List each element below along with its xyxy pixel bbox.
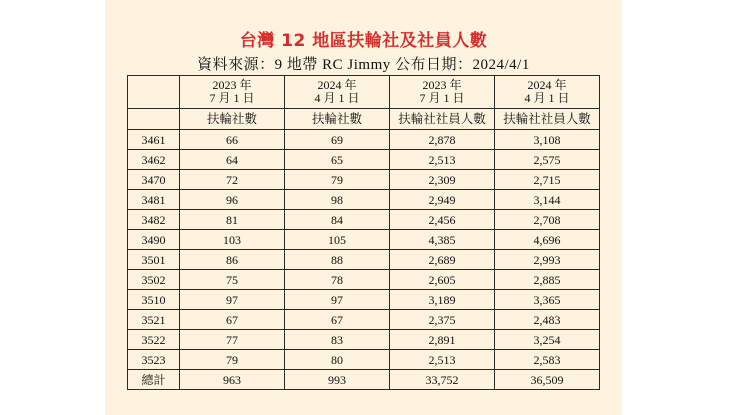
members-2024-cell: 3,144 xyxy=(495,190,600,210)
district-code: 3523 xyxy=(128,350,180,370)
members-2024-cell: 3,254 xyxy=(495,330,600,350)
members-2023-cell: 2,949 xyxy=(390,190,495,210)
date-header-day: 7 月 1 日 xyxy=(209,91,255,105)
date-header-day: 4 月 1 日 xyxy=(524,91,570,105)
total-members-2023: 33,752 xyxy=(390,370,495,390)
date-header-year: 2024 年 xyxy=(527,78,567,92)
date-header-cell xyxy=(390,76,495,109)
members-2024-cell: 4,696 xyxy=(495,230,600,250)
table-row xyxy=(128,270,600,290)
members-2024-cell: 2,483 xyxy=(495,310,600,330)
table-row xyxy=(128,290,600,310)
district-code: 3501 xyxy=(128,250,180,270)
members-2024-cell: 2,575 xyxy=(495,150,600,170)
date-header-year: 2023 年 xyxy=(212,78,252,92)
clubs-2023-cell: 72 xyxy=(180,170,285,190)
clubs-2023-cell: 97 xyxy=(180,290,285,310)
members-2023-cell: 2,689 xyxy=(390,250,495,270)
clubs-2024-cell: 98 xyxy=(285,190,390,210)
column-label: 扶輪社社員人數 xyxy=(390,109,495,130)
corner-cell xyxy=(128,76,180,109)
members-2023-cell: 2,375 xyxy=(390,310,495,330)
clubs-2024-cell: 78 xyxy=(285,270,390,290)
table-row xyxy=(128,330,600,350)
source-line: 資料來源：9 地帶 RC Jimmy 公布日期：2024/4/1 xyxy=(197,57,530,73)
district-code: 3522 xyxy=(128,330,180,350)
column-label: 扶輪社數 xyxy=(180,109,285,130)
date-header-cell xyxy=(495,76,600,109)
clubs-2023-cell: 79 xyxy=(180,350,285,370)
district-code: 3461 xyxy=(128,130,180,150)
district-code: 3521 xyxy=(128,310,180,330)
members-2024-cell: 2,708 xyxy=(495,210,600,230)
clubs-2024-cell: 83 xyxy=(285,330,390,350)
document-title: 台灣 12 地區扶輪社及社員人數 xyxy=(239,31,488,51)
total-members-2024: 36,509 xyxy=(495,370,600,390)
members-2023-cell: 2,456 xyxy=(390,210,495,230)
members-2023-cell: 2,309 xyxy=(390,170,495,190)
clubs-2023-cell: 103 xyxy=(180,230,285,250)
district-code: 3470 xyxy=(128,170,180,190)
clubs-2024-cell: 69 xyxy=(285,130,390,150)
members-2023-cell: 3,189 xyxy=(390,290,495,310)
members-2023-cell: 2,513 xyxy=(390,150,495,170)
table-row xyxy=(128,310,600,330)
clubs-2024-cell: 84 xyxy=(285,210,390,230)
clubs-2024-cell: 88 xyxy=(285,250,390,270)
total-clubs-2024: 993 xyxy=(285,370,390,390)
column-label-row xyxy=(128,109,600,130)
clubs-2024-cell: 80 xyxy=(285,350,390,370)
members-2023-cell: 4,385 xyxy=(390,230,495,250)
members-2024-cell: 3,108 xyxy=(495,130,600,150)
members-2024-cell: 2,715 xyxy=(495,170,600,190)
district-code: 3481 xyxy=(128,190,180,210)
clubs-2023-cell: 96 xyxy=(180,190,285,210)
district-code: 3490 xyxy=(128,230,180,250)
members-2024-cell: 2,885 xyxy=(495,270,600,290)
rotary-table xyxy=(127,75,600,390)
clubs-2023-cell: 66 xyxy=(180,130,285,150)
district-code: 3462 xyxy=(128,150,180,170)
clubs-2023-cell: 86 xyxy=(180,250,285,270)
members-2023-cell: 2,513 xyxy=(390,350,495,370)
date-header-year: 2024 年 xyxy=(317,78,357,92)
clubs-2024-cell: 67 xyxy=(285,310,390,330)
table-row xyxy=(128,210,600,230)
members-2023-cell: 2,878 xyxy=(390,130,495,150)
date-header-day: 4 月 1 日 xyxy=(314,91,360,105)
table-body xyxy=(128,130,600,370)
column-label: 扶輪社數 xyxy=(285,109,390,130)
clubs-2024-cell: 65 xyxy=(285,150,390,170)
clubs-2024-cell: 105 xyxy=(285,230,390,250)
table-row xyxy=(128,190,600,210)
clubs-2024-cell: 79 xyxy=(285,170,390,190)
clubs-2023-cell: 77 xyxy=(180,330,285,350)
table-row xyxy=(128,150,600,170)
corner-cell xyxy=(128,109,180,130)
clubs-2023-cell: 81 xyxy=(180,210,285,230)
district-code: 3482 xyxy=(128,210,180,230)
document-page xyxy=(105,0,622,415)
total-row xyxy=(128,370,600,390)
clubs-2024-cell: 97 xyxy=(285,290,390,310)
total-label: 總計 xyxy=(128,370,180,390)
table-row xyxy=(128,250,600,270)
total-clubs-2023: 963 xyxy=(180,370,285,390)
date-header-year: 2023 年 xyxy=(422,78,462,92)
members-2024-cell: 3,365 xyxy=(495,290,600,310)
column-label: 扶輪社社員人數 xyxy=(495,109,600,130)
clubs-2023-cell: 67 xyxy=(180,310,285,330)
members-2023-cell: 2,605 xyxy=(390,270,495,290)
table-row xyxy=(128,230,600,250)
date-header-cell xyxy=(285,76,390,109)
table-row xyxy=(128,170,600,190)
district-code: 3502 xyxy=(128,270,180,290)
district-code: 3510 xyxy=(128,290,180,310)
members-2024-cell: 2,993 xyxy=(495,250,600,270)
date-header-day: 7 月 1 日 xyxy=(419,91,465,105)
clubs-2023-cell: 75 xyxy=(180,270,285,290)
date-header-row xyxy=(128,76,600,109)
date-header-cell xyxy=(180,76,285,109)
clubs-2023-cell: 64 xyxy=(180,150,285,170)
table-row xyxy=(128,130,600,150)
members-2024-cell: 2,583 xyxy=(495,350,600,370)
members-2023-cell: 2,891 xyxy=(390,330,495,350)
table-row xyxy=(128,350,600,370)
